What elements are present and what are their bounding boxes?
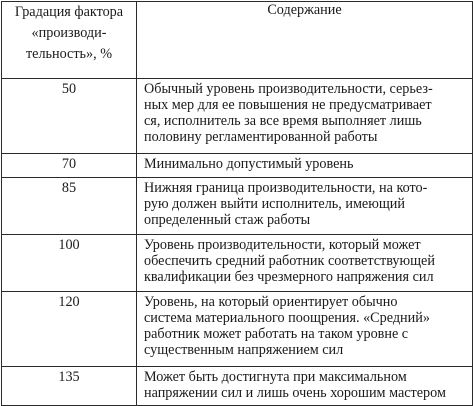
grade-header-line: «производи-	[31, 25, 107, 41]
grade-cell: 135	[2, 367, 137, 406]
performance-factor-table	[1, 1, 473, 406]
table-row	[2, 367, 473, 406]
table-row	[2, 235, 473, 292]
content-line: половину регламентированной работы	[144, 129, 378, 145]
content-line: Нижняя граница производительности, на кото-	[144, 180, 428, 196]
grade-column-header	[2, 2, 137, 79]
table-header-row	[2, 2, 473, 79]
content-line: напряжении сил и лишь очень хорошим мастером	[144, 385, 446, 401]
content-cell	[137, 79, 473, 154]
grade-cell: 70	[2, 154, 137, 178]
content-line: Обычный уровень производительности, серьез-	[144, 81, 433, 97]
content-line: Может быть достигнута при максимальном	[144, 369, 407, 385]
table-row	[2, 79, 473, 154]
table-row	[2, 178, 473, 235]
content-line: Минимально допустимый уровень	[144, 156, 354, 172]
grade-cell: 120	[2, 292, 137, 367]
content-line: ных мер для ее повышения не предусматривает	[144, 97, 432, 113]
content-line: определенный стаж работы	[144, 212, 311, 228]
content-column-header: Содержание	[137, 2, 473, 79]
content-line: ся, исполнитель за все время выполняет лишь	[144, 113, 422, 129]
content-line: работник может работать на таком уровне с	[144, 326, 409, 342]
grade-header-line: Градация фактора	[14, 4, 124, 20]
content-line: Уровень, на который ориентирует обычно	[144, 294, 398, 310]
content-line: квалификации без чрезмерного напряжения сил	[144, 269, 434, 285]
content-line: Уровень производительности, который может	[144, 237, 421, 253]
grade-cell: 100	[2, 235, 137, 292]
content-cell	[137, 367, 473, 406]
grade-cell: 85	[2, 178, 137, 235]
table-row	[2, 292, 473, 367]
content-cell	[137, 235, 473, 292]
content-line: обеспечить средний работник соответствующей	[144, 253, 435, 269]
content-cell	[137, 292, 473, 367]
grade-header-line: тельность», %	[25, 46, 113, 62]
table-row	[2, 154, 473, 178]
grade-cell: 50	[2, 79, 137, 154]
content-cell	[137, 154, 473, 178]
content-line: рую должен выйти исполнитель, имеющий	[144, 196, 405, 212]
content-cell	[137, 178, 473, 235]
content-line: система материального поощрения. «Средний»	[144, 310, 430, 326]
content-line: существенным напряжением сил	[144, 342, 344, 358]
